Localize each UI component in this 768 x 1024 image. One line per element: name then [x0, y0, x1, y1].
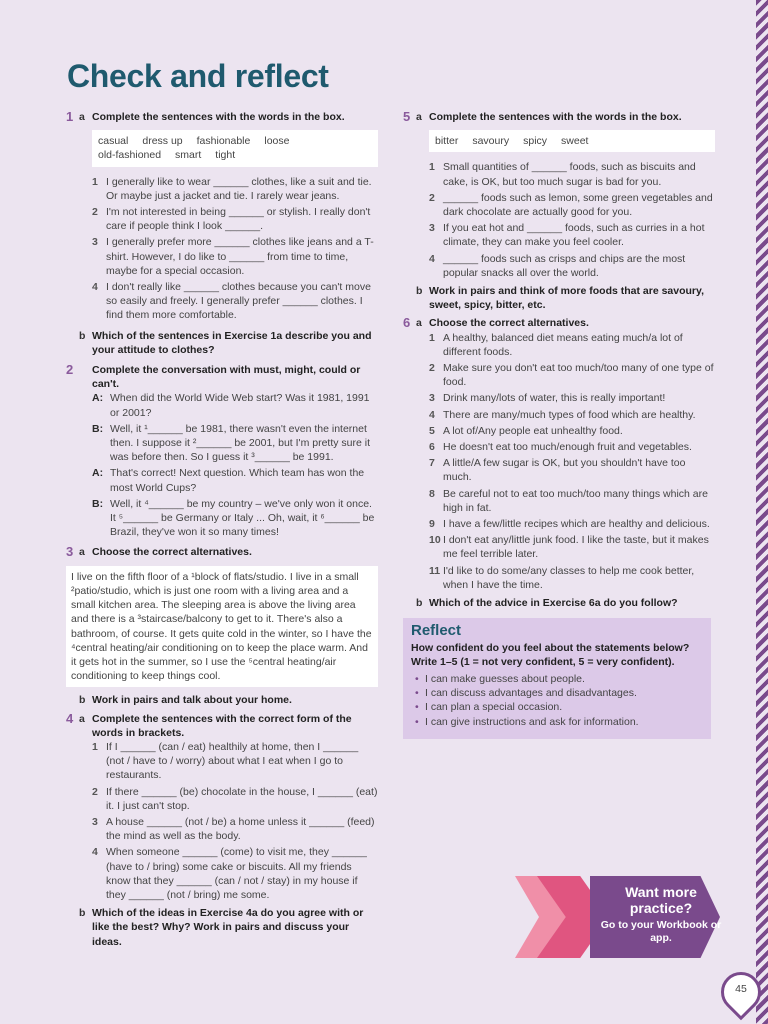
ex1-word-box: casual dress up fashionable loose old-fashioned smart tight	[92, 130, 378, 166]
promo-heading: Want more practice?	[625, 884, 697, 916]
list-item: 2 Make sure you don't eat too much/too many of one type of food.	[429, 362, 714, 389]
dialog-line: B: Well, it ⁴______ be my country – we've only won it once. It ⁵______ be Germany or Italy ... Oh, wait, it ⁶______ be Brazil, they've won it so many times!	[92, 497, 375, 539]
promo-subtext: Go to your Workbook or app.	[600, 919, 722, 944]
dialog-line: A: That's correct! Next question. Which team has won the most World Cups?	[92, 467, 365, 494]
reflect-question: How confident do you feel about the statements below? Write 1–5 (1 = not very confident, 5 = very confident).	[411, 641, 690, 668]
ex5-items	[429, 160, 715, 280]
ex4b-heading: b Which of the ideas in Exercise 4a do you agree with or like the best? Why? Work in pairs and discuss your ideas.	[79, 907, 364, 948]
reflect-title: Reflect	[411, 622, 462, 640]
ex2-heading: 2 Complete the conversation with must, might, could or can't.	[66, 362, 361, 391]
list-item: 1 I generally like to wear ______ clothes, like a suit and tie. Or maybe just a jacket and tie. I rarely wear jeans.	[92, 175, 372, 202]
list-item: 8 Be careful not to eat too much/too many things which are high in fat.	[429, 487, 708, 514]
list-item: • I can give instructions and ask for information.	[425, 715, 703, 729]
list-item: 3 A house ______ (not / be) a home unless it ______ (feed) the mind as well as the body.	[92, 815, 375, 843]
ex6-items	[429, 331, 715, 592]
page-title: Check and reflect	[67, 58, 329, 94]
list-item: 2 If there ______ (be) chocolate in the house, I ______ (eat) it. I just can't stop.	[92, 785, 378, 812]
ex5a-heading: 5 a Complete the sentences with the words in the box.	[403, 109, 682, 124]
ex3a-heading: 3 a Choose the correct alternatives.	[66, 544, 252, 560]
list-item: 4 When someone ______ (come) to visit me, they ______ (have to / bring) some cake or biscuits. All my friends know that they ______ (can / not / stay) in my house if they ______ (not / bring) me some.	[92, 846, 367, 901]
list-item: • I can discuss advantages and disadvantages.	[425, 686, 703, 700]
list-item: 1 Small quantities of ______ foods, such as biscuits and cake, is OK, but too much sugar is bad for you.	[429, 161, 696, 188]
reflect-box	[403, 618, 711, 738]
dialog-line: A: When did the World Wide Web start? Was it 1981, 1991 or 2001?	[92, 392, 370, 419]
list-item: 4 I don't really like ______ clothes because you can't move so easily and freely. I generally prefer ______ clothes. I find them more comfortable.	[92, 281, 371, 322]
ex1a-heading: 1 a Complete the sentences with the words in the box.	[66, 109, 345, 124]
ex3b-heading: b Work in pairs and talk about your home.	[79, 694, 292, 707]
list-item: 2 I'm not interested in being ______ or stylish. I really don't care if people think I look ______.	[92, 206, 371, 233]
ex5b-heading: b Work in pairs and think of more foods that are savoury, sweet, spicy, bitter, etc.	[416, 285, 704, 312]
ex4a-heading: 4 a Complete the sentences with the correct form of the words in brackets.	[66, 710, 352, 739]
list-item: 10 I don't eat any/little junk food. I like the taste, but it makes me feel terrible later.	[429, 534, 709, 561]
list-item: 4 ______ foods such as crisps and chips are the most popular snacks all over the world.	[429, 252, 686, 279]
left-column	[66, 107, 378, 949]
ex1b-heading: b Which of the sentences in Exercise 1a describe you and your attitude to clothes?	[79, 329, 372, 356]
ex6b-heading: b Which of the advice in Exercise 6a do you follow?	[416, 597, 678, 610]
right-column	[403, 107, 715, 739]
list-item: 4 There are many/much types of food which are healthy.	[429, 408, 696, 421]
list-item: 9 I have a few/little recipes which are healthy and delicious.	[429, 518, 710, 531]
list-item: • I can make guesses about people.	[425, 672, 703, 686]
list-item: 7 A little/A few sugar is OK, but you shouldn't have too much.	[429, 457, 686, 484]
ex2-dialog	[92, 391, 378, 539]
ex1-items	[92, 175, 378, 323]
ex5-word-box: bitter savoury spicy sweet	[429, 130, 715, 152]
page-number: 45	[735, 983, 747, 995]
ex3-text-box: I live on the fifth floor of a ¹block of flats/studio. I live in a small ²patio/studio, which is just one room with a living area and a small kitchen area. The sleeping area is above the living area and there is a ³staircase/balcony to get to it. There's also a bathroom, of course. It gets quite cold in the winter, so I have the ⁴central heating/air conditioning on to keep the place warm. And it gets hot in the summer, so I use the ⁵central heating/air conditioning to keep things cool.	[66, 566, 378, 688]
list-item: 1 A healthy, balanced diet means eating much/a lot of different foods.	[429, 331, 683, 358]
list-item: 1 If I ______ (can / eat) healthily at home, then I ______ (not / have to / worry) about what I eat when I go to restaurants.	[92, 740, 359, 782]
list-item: 11 I'd like to do some/any classes to help me cook better, when I have the time.	[429, 564, 695, 591]
dialog-line: B: Well, it ¹______ be 1981, there wasn't even the internet then. I suppose it ²______ be 2001, but I'm pretty sure it was before then. So I guess it ³______ be 1991.	[92, 422, 370, 464]
reflect-list	[425, 672, 703, 729]
list-item: 3 I generally prefer more ______ clothes like jeans and a T-shirt. However, I do like to ______ from time to time, maybe for a special occasion.	[92, 236, 374, 277]
list-item: 5 A lot of/Any people eat unhealthy food.	[429, 424, 623, 437]
list-item: 6 He doesn't eat too much/enough fruit and vegetables.	[429, 441, 692, 454]
ex6a-heading: 6 a Choose the correct alternatives.	[403, 315, 589, 331]
workbook-promo	[515, 876, 740, 958]
list-item: 2 ______ foods such as lemon, some green vegetables and dark chocolate are actually good for you.	[429, 191, 713, 219]
list-item: • I can plan a special occasion.	[425, 700, 703, 714]
list-item: 3 If you eat hot and ______ foods, such as curries in a hot climate, they can make you feel cooler.	[429, 222, 705, 249]
list-item: 3 Drink many/lots of water, this is really important!	[429, 392, 666, 405]
decorative-stripe	[756, 0, 768, 1024]
ex4-items	[92, 740, 378, 902]
